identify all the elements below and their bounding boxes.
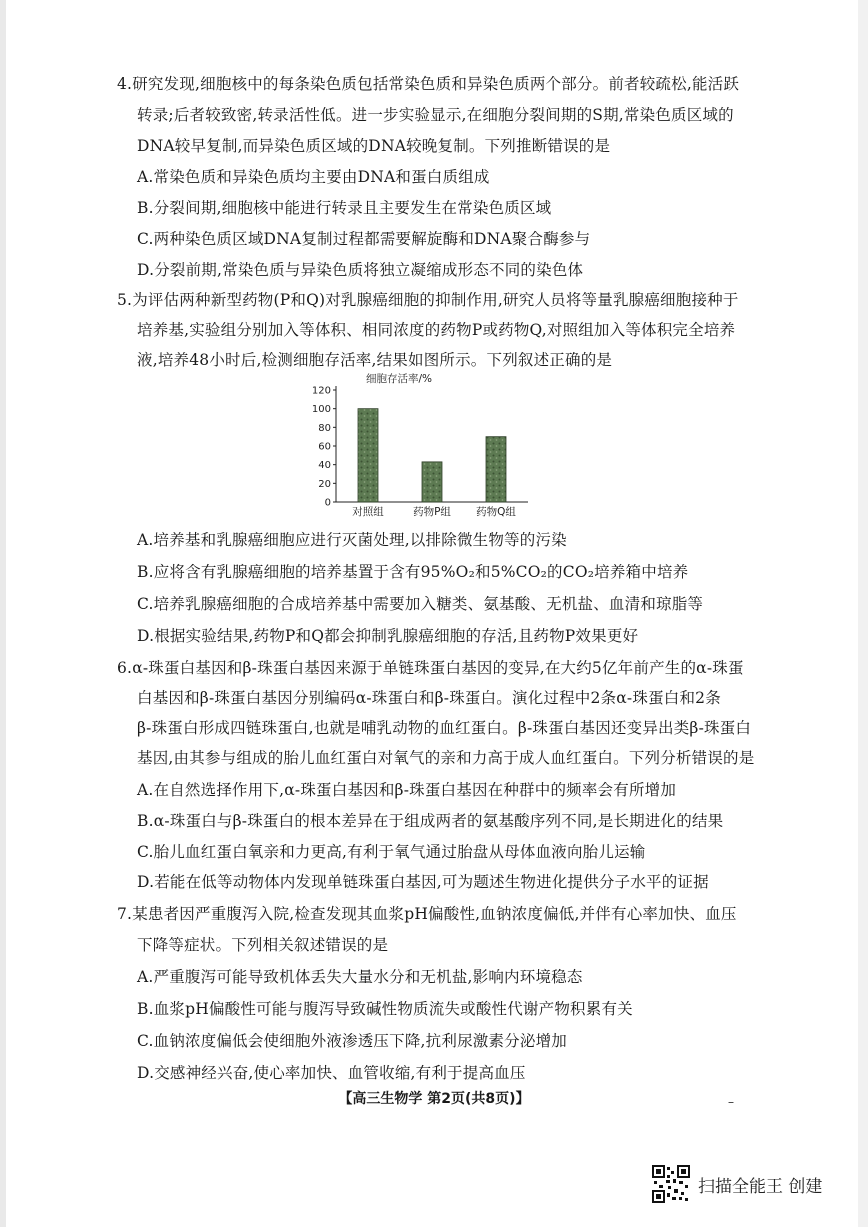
q6-line-2: 白基因和β-珠蛋白基因分别编码α-珠蛋白和β-珠蛋白。演化过程中2条α-珠蛋白和2条 xyxy=(137,689,721,707)
watermark-text: 扫描全能王 创建 xyxy=(698,1176,823,1197)
q6-line-1: 6.α-珠蛋白基因和β-珠蛋白基因来源于单链珠蛋白基因的变异,在大约5亿年前产生的α-珠蛋 xyxy=(117,659,744,677)
chart-title: 细胞存活率/% xyxy=(366,373,433,385)
y-tick-label: 80 xyxy=(318,422,331,434)
qr-code-icon xyxy=(652,1165,690,1203)
q7-option-b: B.血浆pH偏酸性可能与腹泻导致碱性物质流失或酸性代谢产物积累有关 xyxy=(137,1000,633,1018)
q5-line-2: 培养基,实验组分别加入等体积、相同浓度的药物P或药物Q,对照组加入等体积完全培养 xyxy=(137,321,736,339)
q6-option-b: B.α-珠蛋白与β-珠蛋白的根本差异在于组成两者的氨基酸序列不同,是长期进化的结果 xyxy=(137,812,724,830)
y-tick-label: 100 xyxy=(311,404,331,416)
scan-edge-left xyxy=(0,0,6,1227)
q5-option-c: C.培养乳腺癌细胞的合成培养基中需要加入糖类、氨基酸、无机盐、血清和琼脂等 xyxy=(137,595,704,613)
y-tick-label: 120 xyxy=(311,385,331,397)
q4-option-c: C.两种染色质区域DNA复制过程都需要解旋酶和DNA聚合酶参与 xyxy=(137,230,591,248)
q4-option-b: B.分裂间期,细胞核中能进行转录且主要发生在常染色质区域 xyxy=(137,199,552,217)
q7-option-d: D.交感神经兴奋,使心率加快、血管收缩,有利于提高血压 xyxy=(137,1064,526,1082)
x-tick-label: 药物P组 xyxy=(413,506,451,518)
y-tick-label: 60 xyxy=(318,441,331,453)
q6-option-d: D.若能在低等动物体内发现单链珠蛋白基因,可为题述生物进化提供分子水平的证据 xyxy=(137,873,709,891)
y-tick-label: 20 xyxy=(318,478,331,490)
q7-option-c: C.血钠浓度偏低会使细胞外液渗透压下降,抗利尿激素分泌增加 xyxy=(137,1032,567,1050)
survival-rate-chart xyxy=(300,370,540,520)
q4-line-3: DNA较早复制,而异染色质区域的DNA较晚复制。下列推断错误的是 xyxy=(137,137,611,155)
x-tick-label: 药物Q组 xyxy=(476,506,516,518)
q4-line-2: 转录;后者较致密,转录活性低。进一步实验显示,在细胞分裂间期的S期,常染色质区域的 xyxy=(137,106,734,124)
q6-option-a: A.在自然选择作用下,α-珠蛋白基因和β-珠蛋白基因在种群中的频率会有所增加 xyxy=(137,781,677,799)
q7-option-a: A.严重腹泻可能导致机体丢失大量水分和无机盐,影响内环境稳态 xyxy=(137,968,583,986)
q4-line-1: 4.研究发现,细胞核中的每条染色质包括常染色质和异染色质两个部分。前者较疏松,能活跃 xyxy=(117,75,740,93)
q7-line-2: 下降等症状。下列相关叙述错误的是 xyxy=(137,936,389,954)
q5-line-1: 5.为评估两种新型药物(P和Q)对乳腺癌细胞的抑制作用,研究人员将等量乳腺癌细胞接种于 xyxy=(117,291,739,309)
q5-option-b: B.应将含有乳腺癌细胞的培养基置于含有95%O₂和5%CO₂的CO₂培养箱中培养 xyxy=(137,563,689,581)
footer-dash: – xyxy=(728,1095,734,1109)
q6-option-c: C.胎儿血红蛋白氧亲和力更高,有利于氧气通过胎盘从母体血液向胎儿运输 xyxy=(137,843,646,861)
q6-line-3: β-珠蛋白形成四链珠蛋白,也就是哺乳动物的血红蛋白。β-珠蛋白基因还变异出类β-珠蛋白 xyxy=(137,719,752,737)
q5-option-d: D.根据实验结果,药物P和Q都会抑制乳腺癌细胞的存活,且药物P效果更好 xyxy=(137,627,639,645)
y-tick-label: 0 xyxy=(324,497,331,509)
bar xyxy=(358,409,378,502)
bar xyxy=(422,462,442,502)
q4-option-d: D.分裂前期,常染色质与异染色质将独立凝缩成形态不同的染色体 xyxy=(137,261,584,279)
q6-line-4: 基因,由其参与组成的胎儿血红蛋白对氧气的亲和力高于成人血红蛋白。下列分析错误的是 xyxy=(137,749,755,767)
scan-edge-right xyxy=(858,0,868,1227)
page-footer: 【高三生物学 第2页(共8页)】 xyxy=(338,1091,530,1107)
bar xyxy=(486,437,506,502)
q5-option-a: A.培养基和乳腺癌细胞应进行灭菌处理,以排除微生物等的污染 xyxy=(137,531,567,549)
q7-line-1: 7.某患者因严重腹泻入院,检查发现其血浆pH偏酸性,血钠浓度偏低,并伴有心率加快、血压 xyxy=(117,905,737,923)
y-tick-label: 40 xyxy=(318,460,331,472)
x-tick-label: 对照组 xyxy=(352,506,384,518)
scanner-watermark xyxy=(652,1165,822,1203)
q4-option-a: A.常染色质和异染色质均主要由DNA和蛋白质组成 xyxy=(137,168,490,186)
q5-line-3: 液,培养48小时后,检测细胞存活率,结果如图所示。下列叙述正确的是 xyxy=(137,351,613,369)
